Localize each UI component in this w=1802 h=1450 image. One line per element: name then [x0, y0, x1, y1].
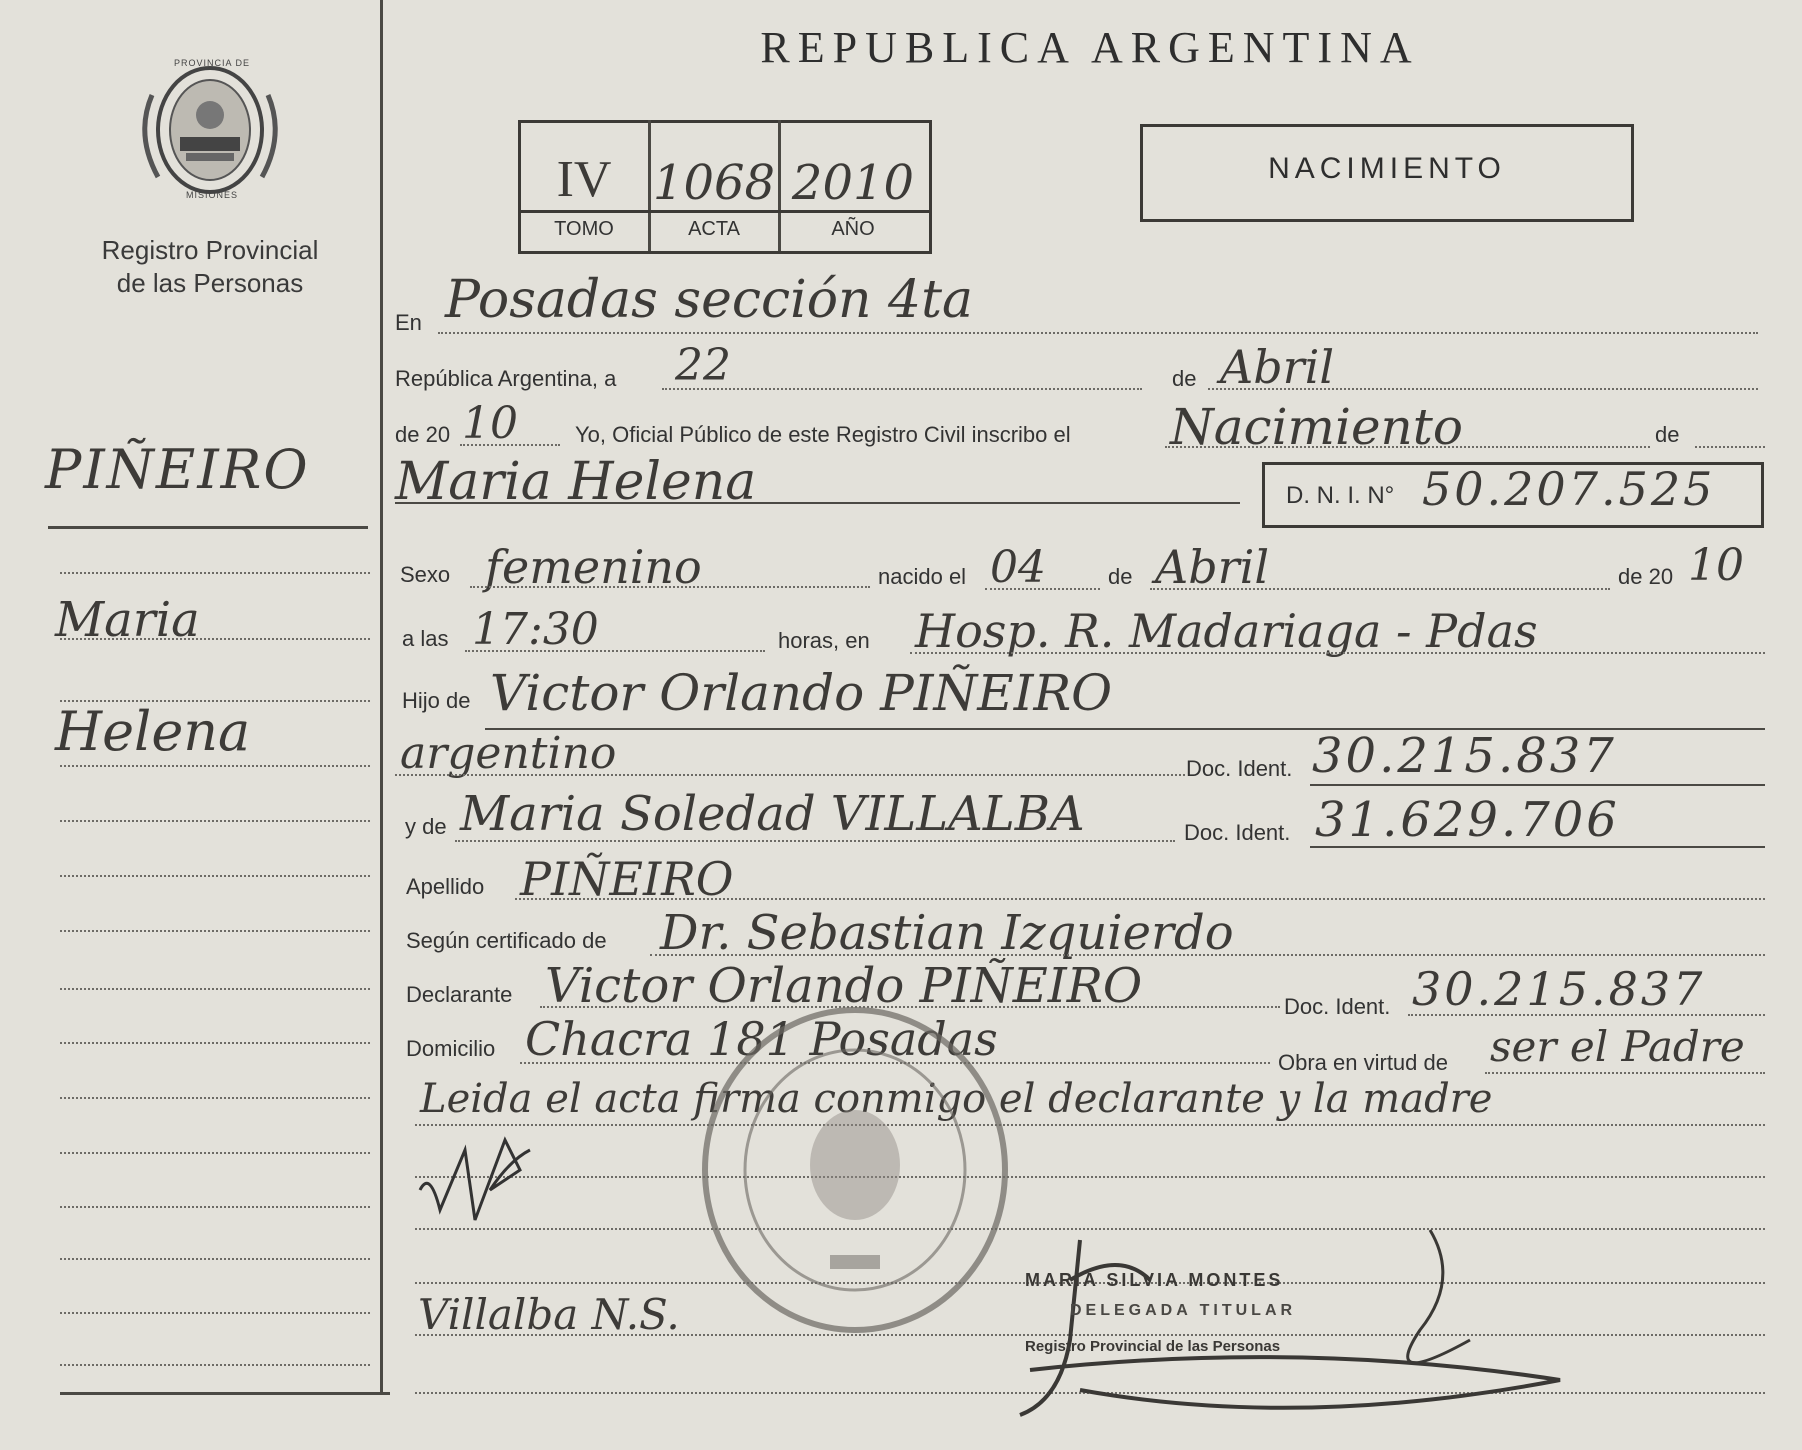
ano-value: 2010: [791, 155, 915, 211]
field-line: [985, 588, 1100, 590]
month-value: Abril: [1220, 340, 1335, 394]
tomo-label: TOMO: [554, 218, 614, 240]
birth-day-value: 04: [990, 542, 1046, 593]
field-line: [460, 444, 560, 446]
margin-line: [60, 875, 370, 877]
field-line: [1310, 784, 1765, 786]
margin-line: [60, 820, 370, 822]
address-value: Chacra 181 Posadas: [525, 1012, 998, 1066]
label-doc-ident-father: Doc. Ident.: [1186, 756, 1293, 781]
label-de-20-birth: de 20: [1618, 564, 1674, 589]
field-line: [415, 1124, 1765, 1126]
margin-line: [60, 1042, 370, 1044]
seal-text-bottom: MISIONES: [185, 190, 238, 200]
label-republica: República Argentina, a: [395, 366, 617, 391]
field-line: [438, 332, 1758, 334]
label-segun: Según certificado de: [406, 928, 607, 953]
official-name: MARIA SILVIA MONTES: [1025, 1270, 1284, 1290]
margin-bottom-line: [60, 1392, 390, 1395]
margin-line: [60, 638, 370, 640]
margin-surname-underline: [48, 526, 368, 529]
declarant-signature-icon: [410, 1130, 550, 1240]
label-a-las: a las: [402, 626, 449, 651]
acta-value: 1068: [652, 155, 776, 211]
field-line: [650, 954, 1765, 956]
mother-doc-value: 31.629.706: [1315, 792, 1620, 848]
margin-line: [60, 765, 370, 767]
birth-year-suffix-value: 10: [1688, 540, 1744, 591]
birth-time-value: 17:30: [472, 604, 599, 655]
label-de-20: de 20: [395, 422, 451, 447]
label-en: En: [395, 310, 422, 335]
margin-line: [60, 1258, 370, 1260]
margin-line: [60, 930, 370, 932]
field-line: [470, 586, 870, 588]
label-hijo-de: Hijo de: [402, 688, 471, 713]
label-doc-ident-declarant: Doc. Ident.: [1284, 994, 1391, 1019]
label-declarante: Declarante: [406, 982, 513, 1007]
field-line: [395, 774, 1185, 776]
day-value: 22: [675, 340, 731, 391]
margin-line: [60, 1312, 370, 1314]
official-office: Registro Provincial de las Personas: [1025, 1338, 1281, 1355]
mother-name-value: Maria Soledad VILLALBA: [460, 786, 1085, 842]
margin-line: [60, 1152, 370, 1154]
birth-month-value: Abril: [1155, 540, 1270, 594]
field-line: [1408, 1014, 1765, 1016]
margin-line: [60, 1364, 370, 1366]
field-line: [395, 502, 1240, 504]
note-line-value: Leida el acta firma conmigo el declarante y la madre: [420, 1076, 1493, 1122]
obra-value: ser el Padre: [1490, 1022, 1745, 1071]
label-doc-ident-mother: Doc. Ident.: [1184, 820, 1291, 845]
surname-value: PIÑEIRO: [520, 852, 734, 906]
field-line: [465, 650, 765, 652]
margin-line: [60, 988, 370, 990]
field-line: [515, 898, 1765, 900]
field-line: [415, 1176, 1765, 1178]
seal-text-top: PROVINCIA DE: [173, 58, 250, 68]
birth-place-value: Hosp. R. Madariaga - Pdas: [915, 604, 1538, 658]
label-y-de: y de: [405, 814, 447, 839]
provincial-seal-icon: [130, 55, 290, 205]
official-signature-icon: [1000, 1220, 1580, 1430]
registry-name-line1: Registro Provincial: [101, 235, 319, 265]
field-line: [455, 840, 1175, 842]
label-dni: D. N. I. N°: [1286, 482, 1395, 509]
place-value: Posadas sección 4ta: [445, 270, 974, 330]
label-domicilio: Domicilio: [406, 1036, 496, 1061]
inscription-type-value: Nacimiento: [1170, 398, 1463, 456]
field-line: [1165, 446, 1650, 448]
margin-line: [60, 1097, 370, 1099]
label-de: de: [1172, 366, 1197, 391]
label-sexo: Sexo: [400, 562, 451, 587]
father-nationality-value: argentino: [400, 728, 617, 779]
label-nacido-el: nacido el: [878, 564, 967, 589]
label-horas-en: horas, en: [778, 628, 870, 653]
margin-surname: PIÑEIRO: [45, 438, 310, 501]
ano-label: AÑO: [831, 218, 875, 240]
tomo-value: IV: [556, 151, 612, 208]
registry-name-line2: de las Personas: [116, 268, 304, 298]
official-title: DELEGADA TITULAR: [1070, 1302, 1297, 1319]
label-obra: Obra en virtud de: [1278, 1050, 1448, 1075]
country-title: REPUBLICA ARGENTINA: [760, 23, 1420, 72]
acta-label: ACTA: [688, 218, 740, 240]
document-type: NACIMIENTO: [1268, 152, 1506, 185]
margin-second-name: Helena: [55, 700, 251, 763]
margin-line: [60, 700, 370, 702]
child-name-value: Maria Helena: [395, 452, 757, 512]
field-line: [1150, 588, 1610, 590]
field-line: [910, 652, 1765, 654]
dni-value: 50.207.525: [1422, 462, 1716, 516]
label-yo-oficial: Yo, Oficial Público de este Registro Civil inscribo el: [575, 422, 1071, 447]
field-line: [1695, 446, 1765, 448]
father-name-value: Victor Orlando PIÑEIRO: [490, 664, 1113, 722]
field-line: [1310, 846, 1765, 848]
field-line: [1485, 1072, 1765, 1074]
declarant-doc-value: 30.215.837: [1412, 962, 1706, 1016]
label-de-end: de: [1655, 422, 1680, 447]
label-de-month: de: [1108, 564, 1133, 589]
margin-first-name: Maria: [55, 592, 200, 648]
field-line: [662, 388, 1142, 390]
margin-line: [60, 1206, 370, 1208]
year-suffix-value: 10: [462, 398, 518, 449]
official-stamp-icon: [690, 1000, 1020, 1340]
sex-value: femenino: [485, 540, 702, 594]
label-apellido: Apellido: [406, 874, 485, 899]
father-doc-value: 30.215.837: [1312, 728, 1617, 784]
margin-line: [60, 572, 370, 574]
certificate-value: Dr. Sebastian Izquierdo: [660, 905, 1234, 961]
declarant-value: Victor Orlando PIÑEIRO: [545, 958, 1143, 1014]
left-column-divider: [380, 0, 383, 1395]
mother-signature: Villalba N.S.: [418, 1290, 680, 1339]
